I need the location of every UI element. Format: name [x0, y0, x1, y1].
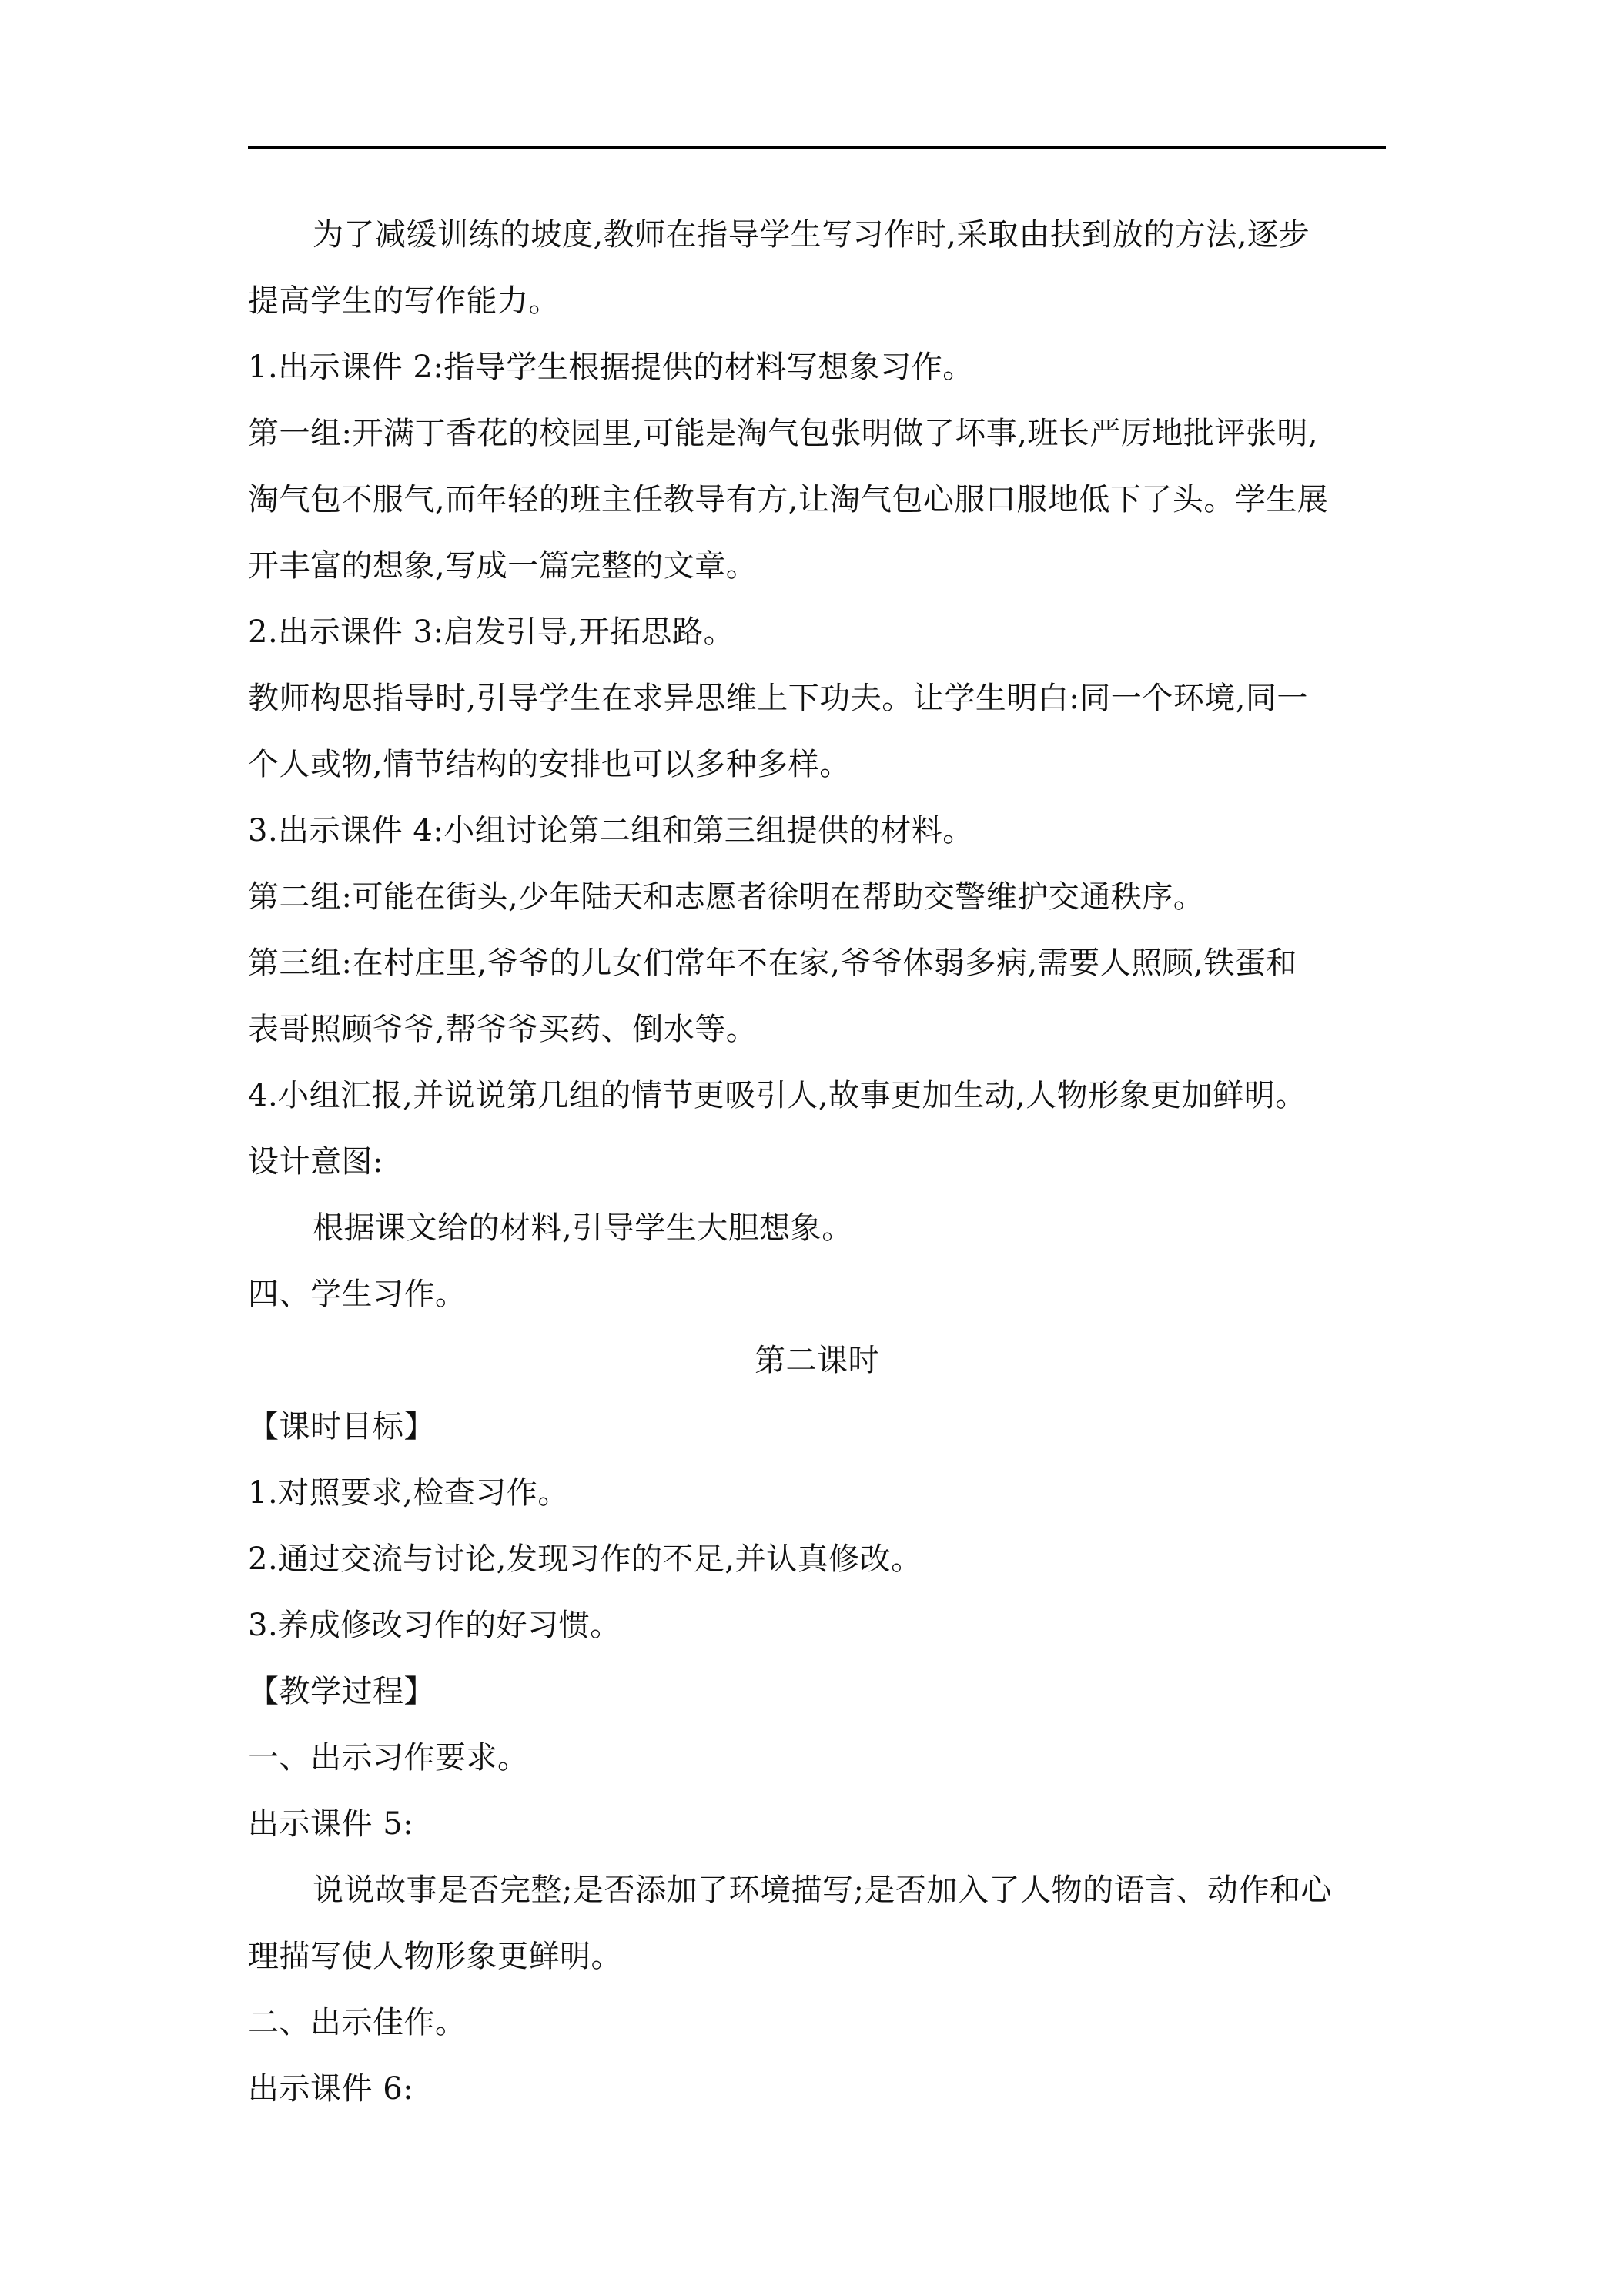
list-item: 1.出示课件 2:指导学生根据提供的材料写想象习作。 — [248, 350, 974, 385]
lesson-title: 第二课时 — [755, 1343, 879, 1378]
paragraph-line: 第三组:在村庄里,爷爷的儿女们常年不在家,爷爷体弱多病,需要人照顾,铁蛋和 — [248, 946, 1297, 981]
paragraph-line: 教师构思指导时,引导学生在求异思维上下功夫。让学生明白:同一个环境,同一 — [248, 681, 1308, 716]
list-item: 3.养成修改习作的好习惯。 — [248, 1608, 621, 1643]
list-item: 2.通过交流与讨论,发现习作的不足,并认真修改。 — [248, 1541, 922, 1577]
section-heading: 【课时目标】 — [248, 1409, 435, 1444]
paragraph-line: 淘气包不服气,而年轻的班主任教导有方,让淘气包心服口服地低下了头。学生展 — [248, 482, 1329, 517]
paragraph-line: 第一组:开满丁香花的校园里,可能是淘气包张明做了坏事,班长严厉地批评张明, — [248, 416, 1319, 451]
section-heading: 【教学过程】 — [248, 1674, 435, 1709]
paragraph-line: 理描写使人物形象更鲜明。 — [248, 1939, 622, 1974]
section-heading: 二、出示佳作。 — [248, 2005, 467, 2040]
header-rule — [248, 146, 1386, 149]
paragraph-line: 表哥照顾爷爷,帮爷爷买药、倒水等。 — [248, 1012, 758, 1047]
section-heading: 一、出示习作要求。 — [248, 1740, 529, 1776]
paragraph-line: 开丰富的想象,写成一篇完整的文章。 — [248, 548, 758, 584]
paragraph-line: 个人或物,情节结构的安排也可以多种多样。 — [248, 747, 851, 782]
list-item: 1.对照要求,检查习作。 — [248, 1475, 569, 1511]
list-item: 2.出示课件 3:启发引导,开拓思路。 — [248, 614, 735, 650]
paragraph-line: 第二组:可能在街头,少年陆天和志愿者徐明在帮助交警维护交通秩序。 — [248, 879, 1205, 915]
list-item: 3.出示课件 4:小组讨论第二组和第三组提供的材料。 — [248, 813, 974, 848]
paragraph-line: 根据课文给的材料,引导学生大胆想象。 — [313, 1210, 853, 1246]
paragraph-line: 提高学生的写作能力。 — [248, 283, 560, 319]
list-item: 4.小组汇报,并说说第几组的情节更吸引人,故事更加生动,人物形象更加鲜明。 — [248, 1078, 1307, 1113]
paragraph-line: 说说故事是否完整;是否添加了环境描写;是否加入了人物的语言、动作和心 — [313, 1873, 1332, 1908]
section-label: 出示课件 5: — [248, 1806, 414, 1842]
document-body — [248, 202, 1386, 2122]
paragraph-line: 为了减缓训练的坡度,教师在指导学生写习作时,采取由扶到放的方法,逐步 — [313, 217, 1310, 253]
section-label: 设计意图: — [248, 1144, 383, 1180]
section-heading: 四、学生习作。 — [248, 1277, 467, 1312]
section-label: 出示课件 6: — [248, 2071, 414, 2107]
